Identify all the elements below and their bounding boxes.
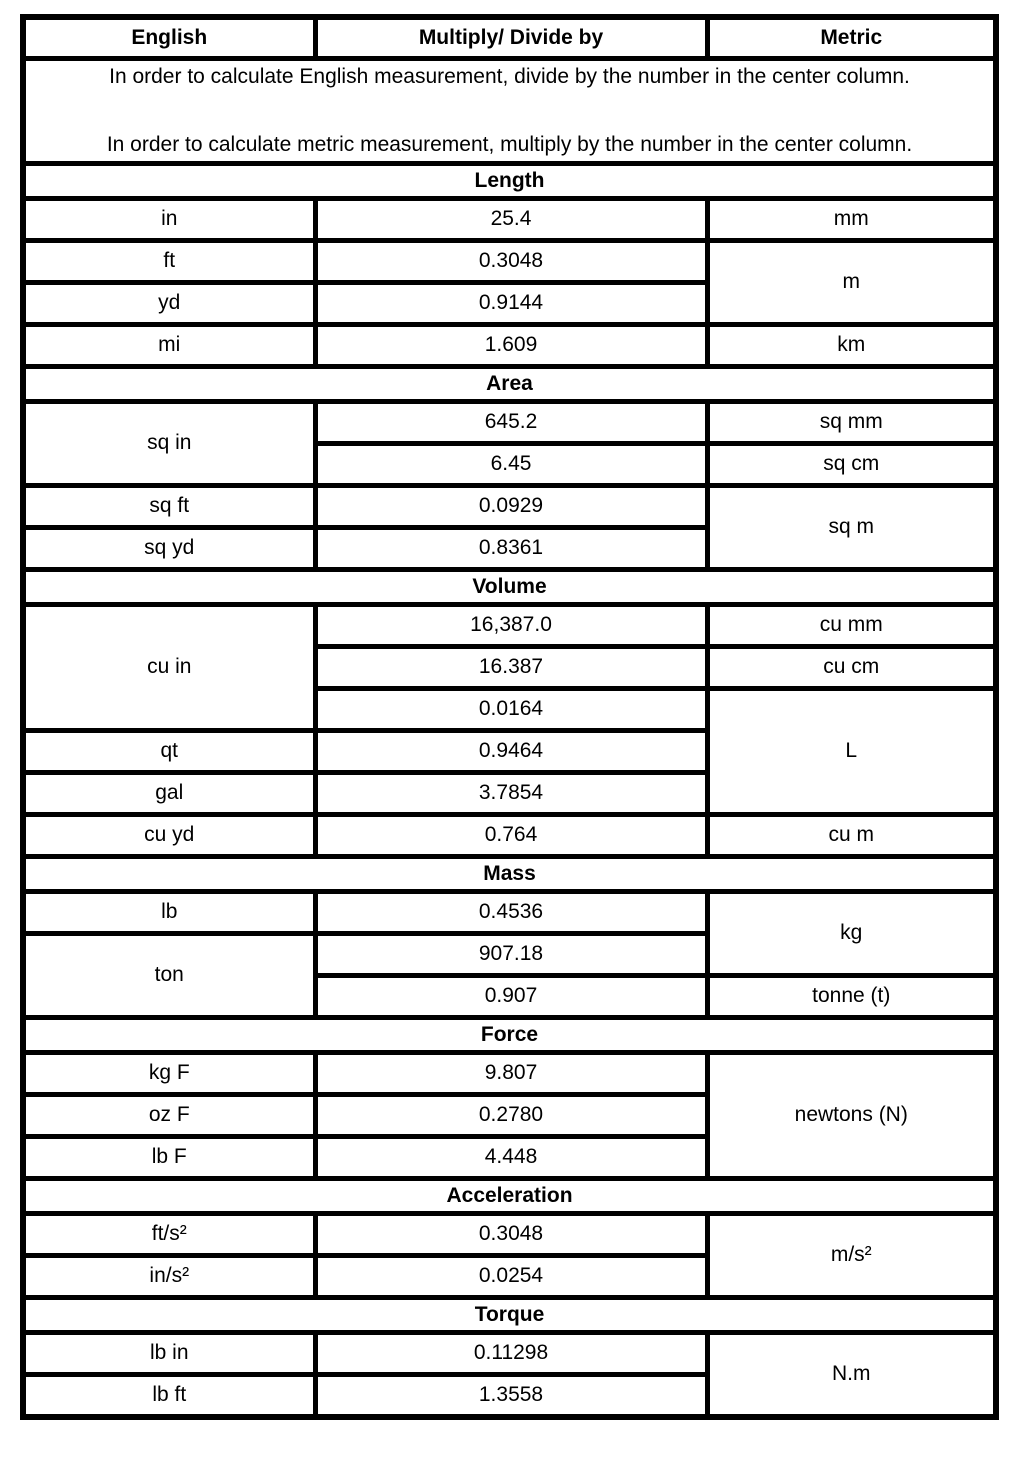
conversion-factor-cell: 907.18 [315, 934, 707, 976]
metric-unit-cell: m [707, 241, 996, 325]
english-unit-cell: ft [23, 241, 315, 283]
english-unit-cell: lb in [23, 1333, 315, 1375]
conversion-factor-cell: 645.2 [315, 402, 707, 444]
english-unit-cell: kg F [23, 1053, 315, 1095]
table-row [23, 402, 996, 444]
english-unit-cell: in [23, 199, 315, 241]
english-unit-cell: qt [23, 731, 315, 773]
english-unit-cell: mi [23, 325, 315, 367]
table-row [23, 241, 996, 283]
metric-unit-cell: N.m [707, 1333, 996, 1418]
english-unit-cell: in/s² [23, 1256, 315, 1298]
instruction-line-english: In order to calculate English measurement, divide by the number in the center column. [109, 65, 910, 89]
metric-unit-cell: km [707, 325, 996, 367]
conversion-factor-cell: 0.8361 [315, 528, 707, 570]
section-title-area: Area [23, 367, 996, 402]
instruction-line-metric: In order to calculate metric measurement, multiply by the number in the center column. [106, 132, 913, 156]
table-row [23, 486, 996, 528]
conversion-factor-cell: 0.764 [315, 815, 707, 857]
conversion-factor-cell: 3.7854 [315, 773, 707, 815]
conversion-factor-cell: 0.0929 [315, 486, 707, 528]
english-unit-cell: ton [23, 934, 315, 1018]
metric-unit-cell: tonne (t) [707, 976, 996, 1018]
column-header-multiply-divide: Multiply/ Divide by [315, 17, 707, 59]
english-unit-cell: lb F [23, 1137, 315, 1179]
conversion-factor-cell: 0.11298 [315, 1333, 707, 1375]
metric-unit-cell: kg [707, 892, 996, 976]
english-unit-cell: sq yd [23, 528, 315, 570]
conversion-factor-cell: 6.45 [315, 444, 707, 486]
conversion-factor-cell: 1.3558 [315, 1375, 707, 1418]
conversion-factor-cell: 0.4536 [315, 892, 707, 934]
metric-unit-cell: sq mm [707, 402, 996, 444]
english-unit-cell: sq in [23, 402, 315, 486]
table-row [23, 815, 996, 857]
table-row [23, 199, 996, 241]
section-row-torque [23, 1298, 996, 1333]
metric-unit-cell: newtons (N) [707, 1053, 996, 1179]
conversion-factor-cell: 0.0164 [315, 689, 707, 731]
table-row [23, 1214, 996, 1256]
section-title-mass: Mass [23, 857, 996, 892]
conversion-factor-cell: 9.807 [315, 1053, 707, 1095]
english-unit-cell: cu in [23, 605, 315, 731]
english-unit-cell: ft/s² [23, 1214, 315, 1256]
metric-unit-cell: cu mm [707, 605, 996, 647]
section-row-length [23, 164, 996, 199]
english-unit-cell: cu yd [23, 815, 315, 857]
table-row [23, 325, 996, 367]
metric-unit-cell: L [707, 689, 996, 815]
column-header-metric: Metric [707, 17, 996, 59]
metric-unit-cell: mm [707, 199, 996, 241]
section-row-acceleration [23, 1179, 996, 1214]
column-header-row [23, 17, 996, 59]
section-title-torque: Torque [23, 1298, 996, 1333]
column-header-english: English [23, 17, 315, 59]
section-row-force [23, 1018, 996, 1053]
metric-unit-cell: cu cm [707, 647, 996, 689]
english-unit-cell: sq ft [23, 486, 315, 528]
conversion-factor-cell: 0.2780 [315, 1095, 707, 1137]
english-unit-cell: lb ft [23, 1375, 315, 1418]
conversion-factor-cell: 0.3048 [315, 241, 707, 283]
conversion-factor-cell: 16.387 [315, 647, 707, 689]
english-unit-cell: gal [23, 773, 315, 815]
conversion-factor-cell: 0.9464 [315, 731, 707, 773]
conversion-table [20, 14, 999, 1420]
section-title-force: Force [23, 1018, 996, 1053]
instructions-cell [23, 59, 996, 164]
table-row [23, 1333, 996, 1375]
conversion-factor-cell: 0.3048 [315, 1214, 707, 1256]
conversion-factor-cell: 0.9144 [315, 283, 707, 325]
section-row-mass [23, 857, 996, 892]
section-row-area [23, 367, 996, 402]
section-title-volume: Volume [23, 570, 996, 605]
conversion-factor-cell: 16,387.0 [315, 605, 707, 647]
instructions-row [23, 59, 996, 164]
table-row [23, 1053, 996, 1095]
english-unit-cell: oz F [23, 1095, 315, 1137]
section-title-length: Length [23, 164, 996, 199]
conversion-factor-cell: 0.0254 [315, 1256, 707, 1298]
metric-unit-cell: m/s² [707, 1214, 996, 1298]
conversion-factor-cell: 0.907 [315, 976, 707, 1018]
conversion-factor-cell: 25.4 [315, 199, 707, 241]
section-row-volume [23, 570, 996, 605]
english-unit-cell: lb [23, 892, 315, 934]
section-title-acceleration: Acceleration [23, 1179, 996, 1214]
metric-unit-cell: sq cm [707, 444, 996, 486]
english-unit-cell: yd [23, 283, 315, 325]
metric-unit-cell: cu m [707, 815, 996, 857]
conversion-factor-cell: 4.448 [315, 1137, 707, 1179]
table-row [23, 892, 996, 934]
metric-unit-cell: sq m [707, 486, 996, 570]
table-row [23, 605, 996, 647]
conversion-factor-cell: 1.609 [315, 325, 707, 367]
